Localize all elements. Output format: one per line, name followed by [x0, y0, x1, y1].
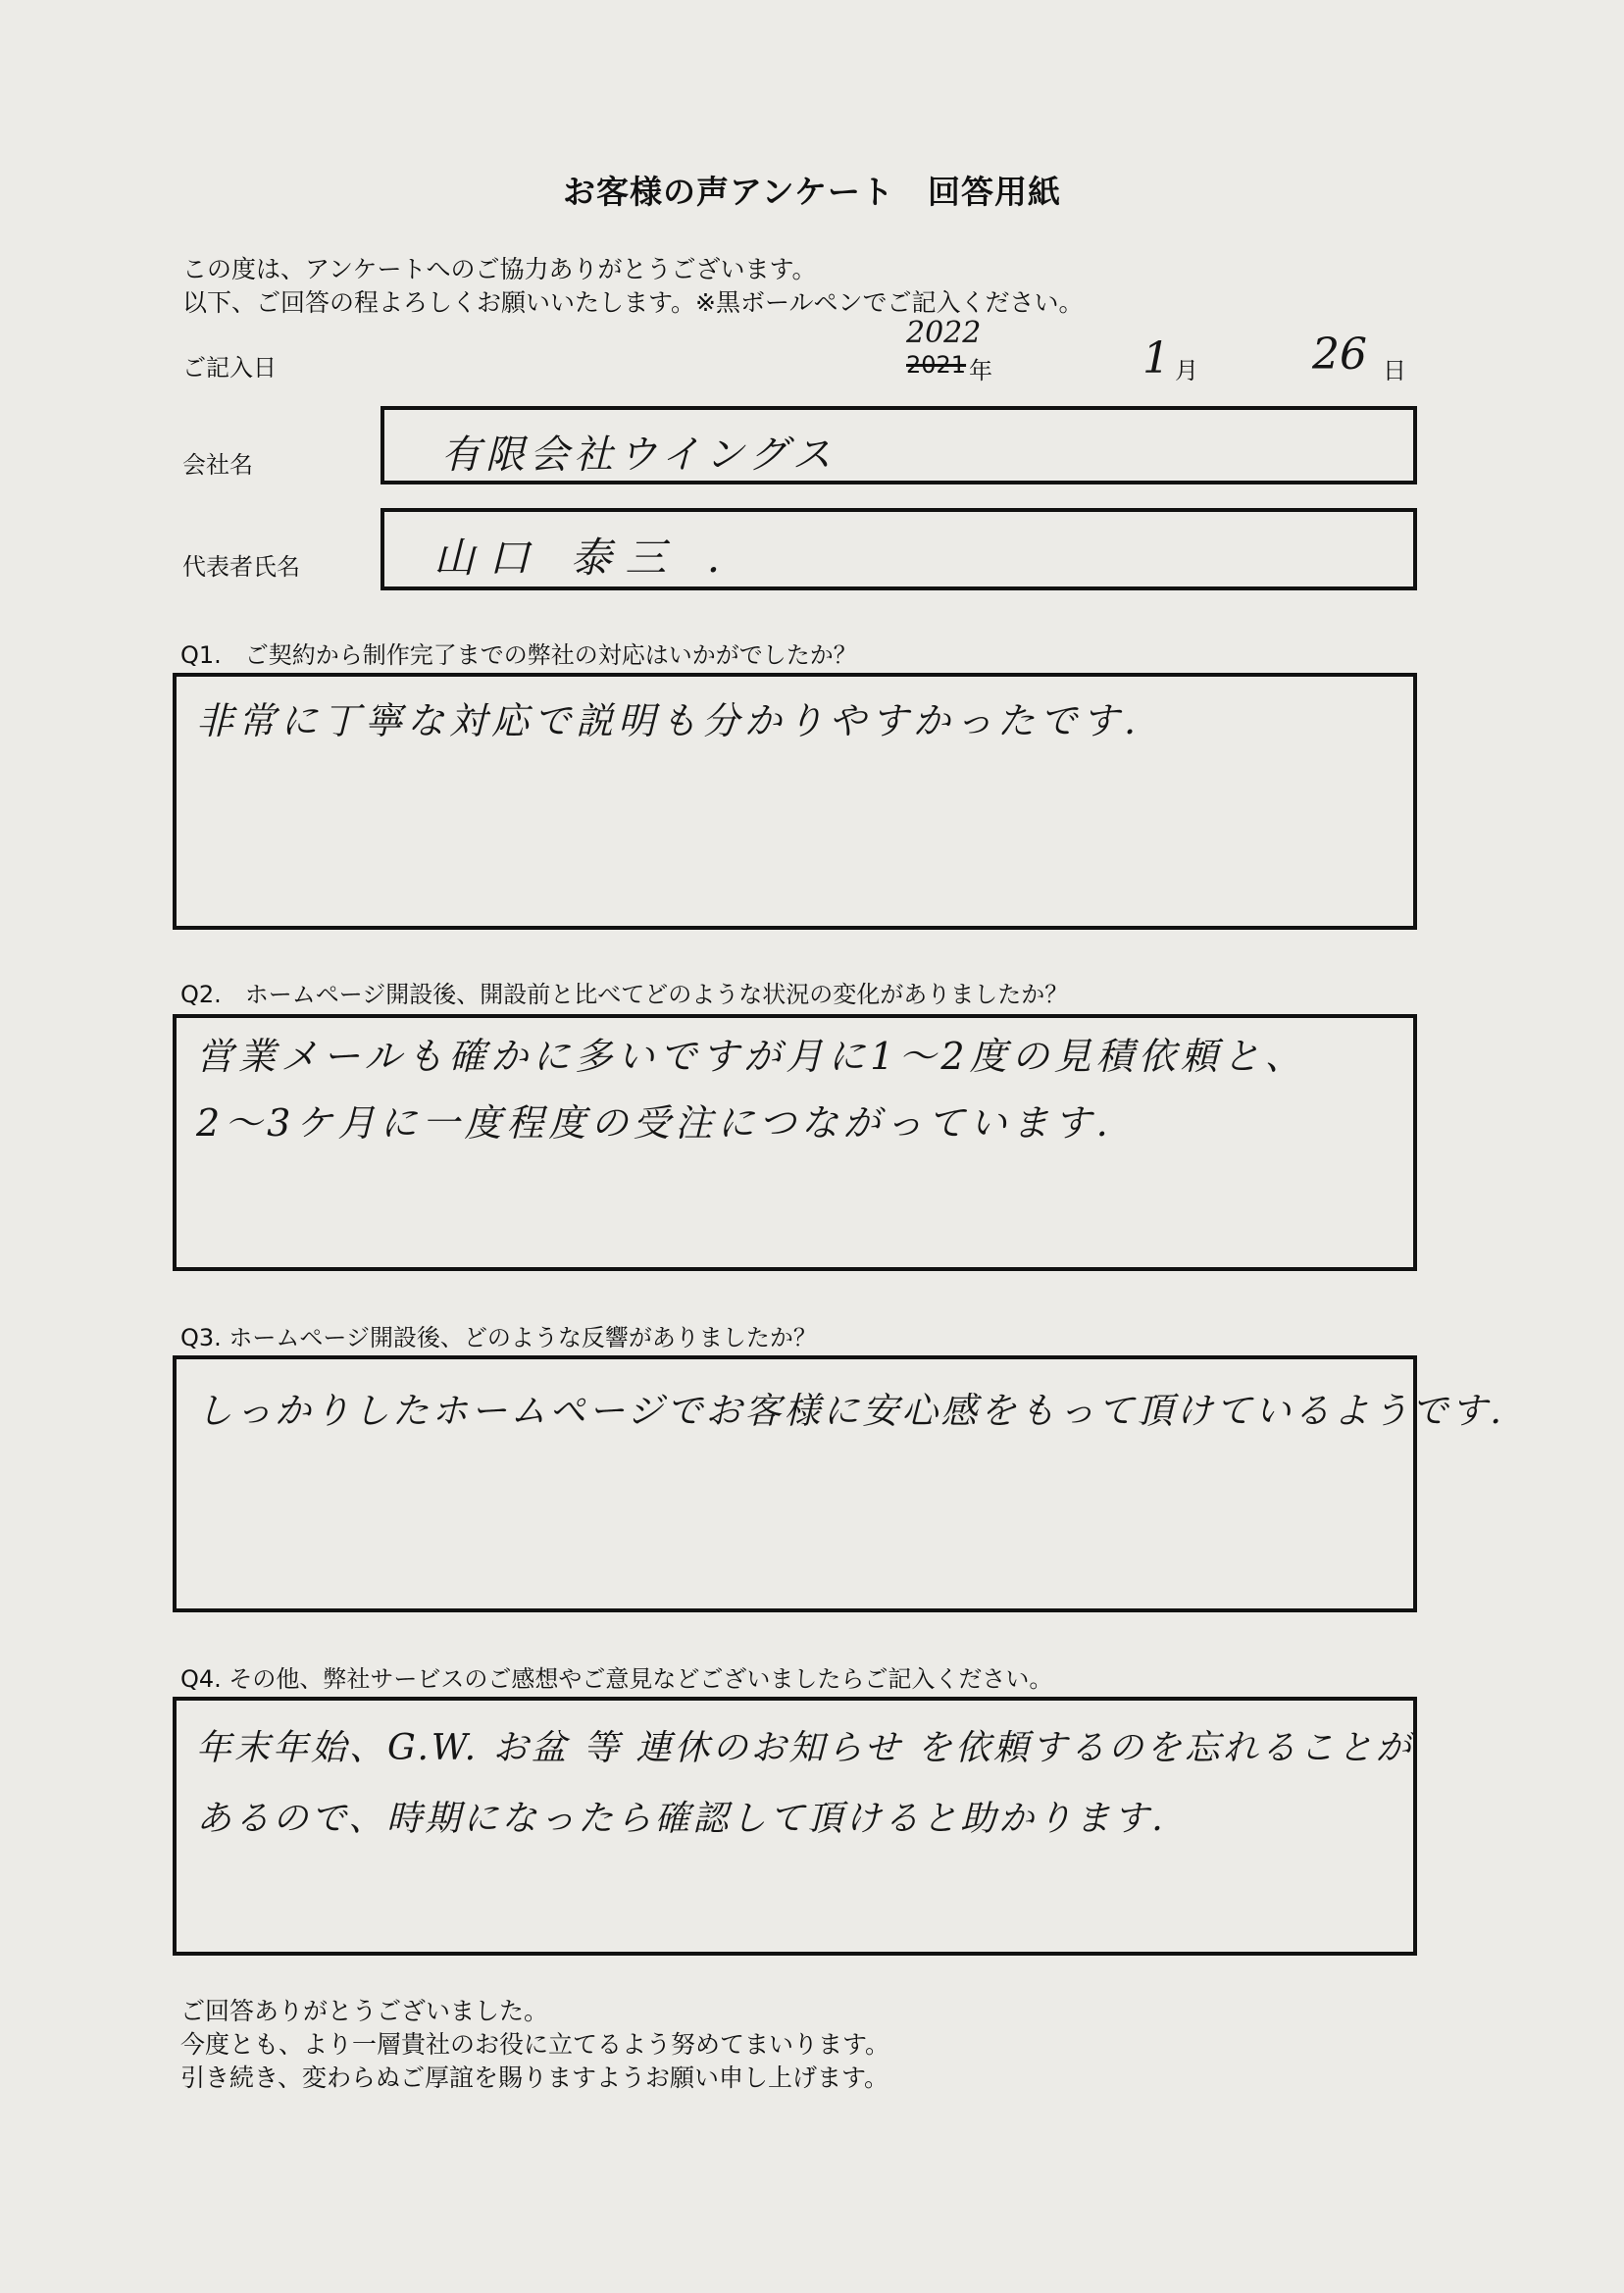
form-title: お客様の声アンケート 回答用紙 — [562, 173, 1062, 211]
year-unit: 年 — [969, 357, 992, 384]
q2-prompt: Q2. ホームページ開設後、開設前と比べてどのような状況の変化がありましたか？ — [180, 981, 1069, 1008]
closing-line-1: ご回答ありがとうございました。 — [180, 1997, 549, 2025]
q4-answer-line-1: 年末年始、G.W. お盆 等 連休のお知らせ を依頼するのを忘れることが — [196, 1728, 1414, 1768]
printed-year: 2021 — [906, 351, 967, 379]
intro-line-2: 以下、ご回答の程よろしくお願いいたします。※黒ボールペンでご記入ください。 — [182, 288, 1084, 317]
q1-answer-line-1: 非常に丁寧な対応で説明も分かりやすかったです. — [196, 699, 1142, 742]
representative-field[interactable] — [381, 508, 1417, 590]
q3-answer-line-1: しっかりしたホームページでお客様に安心感をもって頂けているようです. — [196, 1390, 1505, 1432]
q4-answer-line-2: あるので、時期になったら確認して頂けると助かります. — [196, 1799, 1166, 1839]
q4-prompt: Q4. その他、弊社サービスのご感想やご意見などございましたらご記入ください。 — [180, 1665, 1053, 1693]
representative-label: 代表者氏名 — [182, 553, 300, 581]
closing-line-2: 今度とも、より一層貴社のお役に立てるよう努めてまいります。 — [180, 2030, 890, 2059]
company-label: 会社名 — [182, 451, 253, 479]
day-unit: 日 — [1383, 357, 1406, 384]
q1-answer-box[interactable] — [173, 673, 1417, 930]
handwritten-year: 2022 — [906, 316, 982, 350]
company-field[interactable] — [381, 406, 1417, 484]
intro-line-1: この度は、アンケートへのご協力ありがとうございます。 — [182, 255, 817, 283]
q2-answer-line-2: 2〜3ケ月に一度程度の受注につながっています. — [196, 1101, 1113, 1145]
closing-line-3: 引き続き、変わらぬご厚誼を賜りますようお願い申し上げます。 — [180, 2064, 889, 2092]
q3-prompt: Q3. ホームページ開設後、どのような反響がありましたか？ — [180, 1324, 817, 1351]
q2-answer-line-1: 営業メールも確かに多いですが月に1〜2度の見積依頼と、 — [196, 1035, 1307, 1078]
representative-value: 山口 泰三 . — [433, 534, 735, 582]
month-value: 1 — [1142, 333, 1170, 383]
q2-answer-box[interactable] — [173, 1014, 1417, 1271]
q3-answer-box[interactable] — [173, 1355, 1505, 1612]
company-value: 有限会社ウイングス — [441, 433, 837, 478]
q1-prompt: Q1. ご契約から制作完了までの弊社の対応はいかがでしたか？ — [180, 641, 857, 669]
q4-answer-box[interactable] — [173, 1697, 1417, 1956]
month-unit: 月 — [1175, 357, 1198, 384]
day-value: 26 — [1312, 330, 1367, 380]
date-label: ご記入日 — [182, 354, 277, 382]
